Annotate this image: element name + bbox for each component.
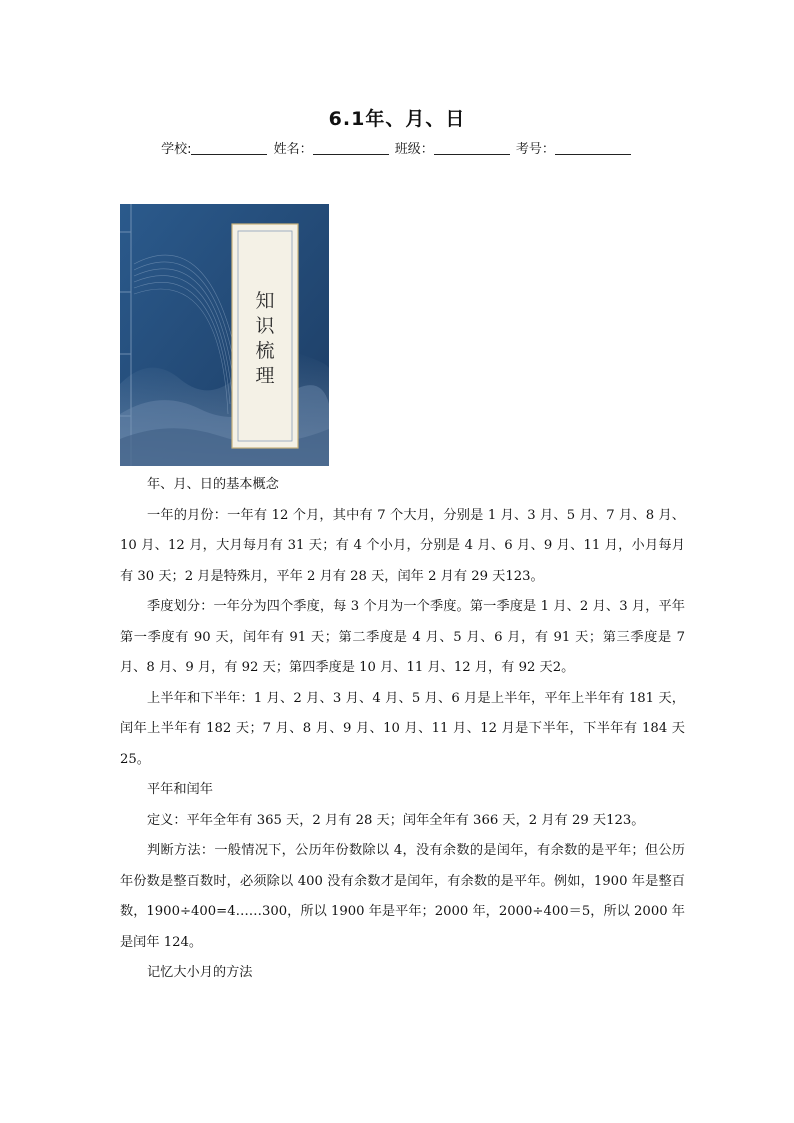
heading-basic-concepts: 年、月、日的基本概念 xyxy=(147,477,279,492)
knowledge-cover-image xyxy=(120,204,329,466)
name-blank[interactable] xyxy=(313,140,389,155)
class-label: 班级： xyxy=(394,142,434,157)
paragraph-judgement-method: 判断方法：一般情况下，公历年份数除以 4，没有余数的是闰年，有余数的是平年；但公历年份数是整百数时，必须除以 400 没有余数才是闰年，有余数的是平年。例如，1900 年是整百数，1900÷400=4……300，所以 1900 年是平年；2000 年，2000÷400＝5，所以 2000 年是闰年 124。 xyxy=(120,843,685,950)
heading-leap-year: 平年和闰年 xyxy=(147,782,213,797)
school-label: 学校: xyxy=(161,142,192,157)
exam-number-blank[interactable] xyxy=(555,140,631,155)
document-body xyxy=(120,470,685,989)
exam-number-label: 考号： xyxy=(515,142,555,157)
school-blank[interactable] xyxy=(191,140,267,155)
class-blank[interactable] xyxy=(434,140,510,155)
page-title: 6.1年、月、日 xyxy=(328,108,466,130)
heading-memory-method: 记忆大小月的方法 xyxy=(147,965,253,980)
paragraph-half-year: 上半年和下半年：1 月、2 月、3 月、4 月、5 月、6 月是上半年，平年上半年有 181 天，闰年上半年有 182 天；7 月、8 月、9 月、10 月、11 月、12 月是下半年，下半年有 184 天25。 xyxy=(120,690,685,767)
paragraph-months: 一年的月份：一年有 12 个月，其中有 7 个大月，分别是 1 月、3 月、5 月、7 月、8 月、10 月、12 月，大月每月有 31 天；有 4 个小月，分别是 4 月、6 月、9 月、11 月，小月每月有 30 天；2 月是特殊月，平年 2 月有 28 天，闰年 2 月有 29 天123。 xyxy=(120,507,685,584)
cover-char-3: 梳 xyxy=(255,340,275,362)
cover-char-1: 知 xyxy=(255,290,275,312)
name-label: 姓名： xyxy=(273,142,313,157)
paragraph-definition: 定义：平年全年有 365 天，2 月有 28 天；闰年全年有 366 天，2 月有 29 天123。 xyxy=(147,812,645,828)
cover-char-4: 理 xyxy=(255,365,275,387)
paragraph-quarters: 季度划分：一年分为四个季度，每 3 个月为一个季度。第一季度是 1 月、2 月、3 月，平年第一季度有 90 天，闰年有 91 天；第二季度是 4 月、5 月、6 月，有 91 天；第三季度是 7 月、8 月、9 月，有 92 天；第四季度是 10 月、11 月、12 月，有 92 天2。 xyxy=(120,599,685,675)
student-info-line xyxy=(0,138,794,157)
cover-char-2: 识 xyxy=(255,315,275,337)
